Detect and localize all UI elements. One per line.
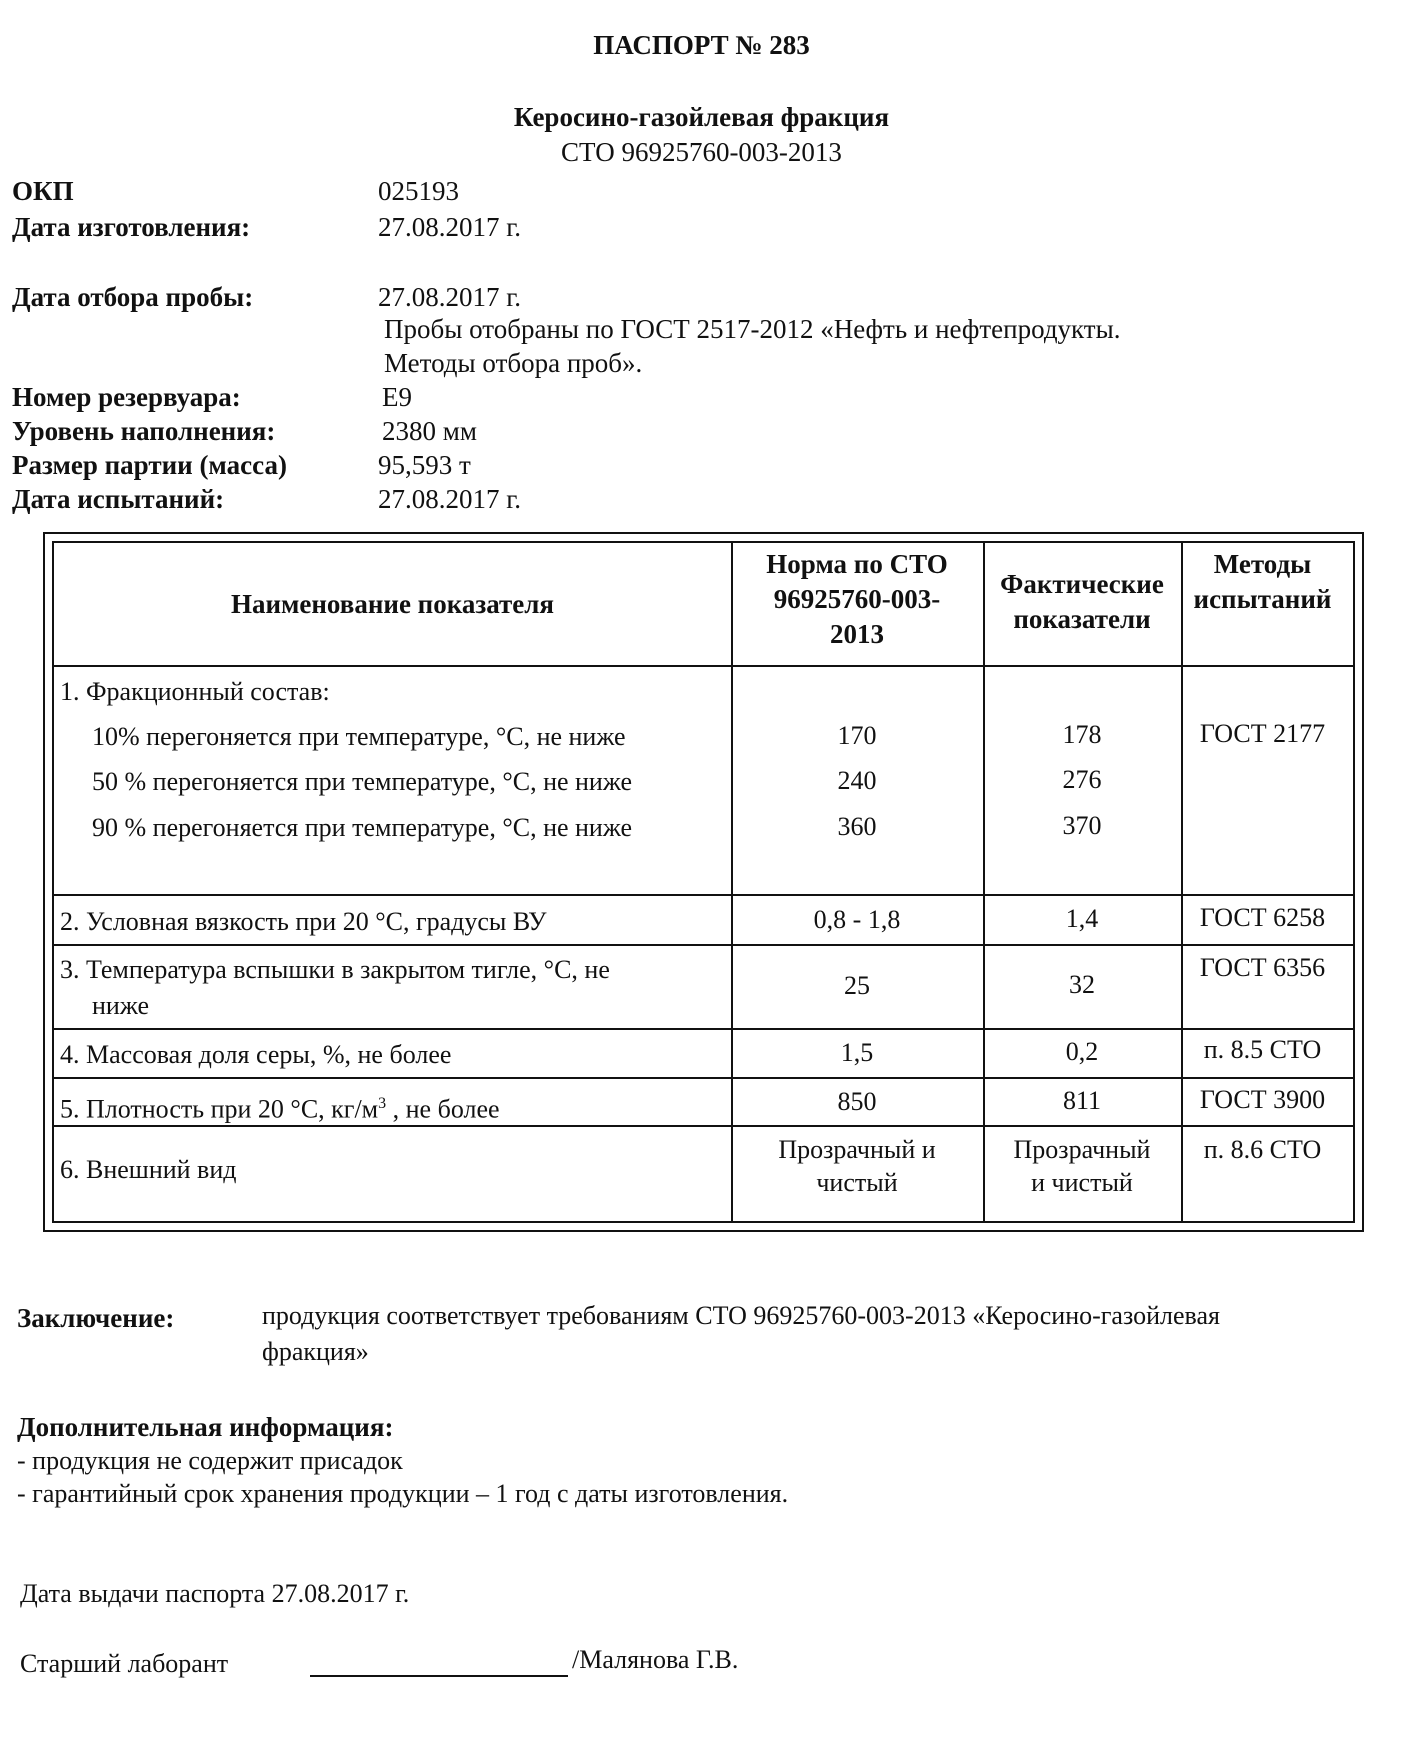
row5-name-prefix: 5. Плотность при 20 °С, кг/м — [60, 1094, 379, 1124]
row1-sub-actual: 178 — [1062, 720, 1102, 749]
okp-label: ОКП — [12, 176, 74, 206]
row6-norm — [731, 1133, 983, 1199]
row3-norm: 25 — [844, 971, 870, 1000]
sample-note-line1: Пробы отобраны по ГОСТ 2517-2012 «Нефть и нефтепродукты. — [384, 314, 1121, 344]
row2-name: 2. Условная вязкость при 20 °С, градусы ВУ — [60, 907, 547, 936]
row-divider — [54, 1077, 1353, 1079]
row1-sub-norm: 360 — [837, 812, 877, 841]
row3-name-line2: ниже — [92, 991, 149, 1020]
row4-actual: 0,2 — [1065, 1037, 1099, 1066]
additional-info-item: - продукция не содержит присадок — [17, 1446, 403, 1475]
row1-sub-name: 10% перегоняется при температуре, °С, не ниже — [92, 722, 626, 751]
conclusion-text-line1: продукция соответствует требованиям СТО 96925760-003-2013 «Керосино-газойлевая — [262, 1301, 1220, 1330]
header-norm-line: 96925760-003- — [773, 584, 941, 614]
row4-norm: 1,5 — [840, 1038, 874, 1067]
row-divider — [54, 944, 1353, 946]
header-method — [1181, 547, 1344, 617]
row4-name: 4. Массовая доля серы, %, не более — [60, 1040, 452, 1069]
header-norm — [731, 547, 983, 652]
row3-name-line1: 3. Температура вспышки в закрытом тигле, °С, не — [60, 955, 610, 984]
conclusion-text-line2: фракция» — [262, 1337, 369, 1366]
header-name: Наименование показателя — [230, 589, 555, 619]
test-date-value: 27.08.2017 г. — [378, 484, 522, 514]
row1-title: 1. Фракционный состав: — [60, 677, 330, 706]
row5-method: ГОСТ 3900 — [1199, 1085, 1326, 1114]
conclusion-label: Заключение: — [17, 1303, 175, 1333]
row1-sub-norm: 170 — [837, 721, 877, 750]
fill-level-value: 2380 мм — [382, 416, 477, 446]
header-actual-line: Фактические — [1000, 569, 1164, 599]
row-divider — [54, 665, 1353, 667]
fill-level-label: Уровень наполнения: — [12, 416, 276, 446]
row1-method: ГОСТ 2177 — [1199, 719, 1326, 748]
column-divider — [983, 543, 985, 1221]
row6-method: п. 8.6 СТО — [1203, 1135, 1322, 1164]
manufacture-date-value: 27.08.2017 г. — [378, 212, 522, 242]
additional-info-label: Дополнительная информация: — [17, 1412, 394, 1442]
row6-actual-line: и чистый — [1031, 1168, 1133, 1197]
row6-actual-line: Прозрачный — [1013, 1135, 1151, 1164]
batch-value: 95,593 т — [378, 450, 471, 480]
row5-name — [60, 1087, 500, 1126]
row6-actual — [983, 1133, 1181, 1199]
additional-info-item: - гарантийный срок хранения продукции – 1 год с даты изготовления. — [17, 1479, 789, 1508]
okp-value: 025193 — [378, 176, 459, 206]
row2-method: ГОСТ 6258 — [1199, 903, 1326, 932]
document-title: ПАСПОРТ № 283 — [593, 30, 810, 60]
row1-sub-name: 90 % перегоняется при температуре, °С, не ниже — [92, 813, 633, 842]
tank-label: Номер резервуара: — [12, 382, 241, 412]
row3-method: ГОСТ 6356 — [1199, 953, 1326, 982]
results-table — [43, 532, 1364, 1232]
header-method-line: испытаний — [1193, 584, 1332, 614]
tank-value: Е9 — [382, 382, 412, 412]
results-table-inner — [52, 541, 1355, 1223]
row1-sub-name: 50 % перегоняется при температуре, °С, не ниже — [92, 767, 633, 796]
row6-norm-line: чистый — [816, 1168, 898, 1197]
sample-note-line2: Методы отбора проб». — [384, 348, 643, 378]
row3-actual: 32 — [1069, 970, 1095, 999]
header-method-line: Методы — [1213, 549, 1312, 579]
issue-date: Дата выдачи паспорта 27.08.2017 г. — [20, 1579, 410, 1608]
header-norm-line: 2013 — [830, 619, 884, 649]
row6-name: 6. Внешний вид — [60, 1155, 237, 1184]
row5-actual: 811 — [1062, 1086, 1102, 1115]
row5-name-sup: 3 — [378, 1095, 387, 1112]
batch-label: Размер партии (масса) — [12, 450, 287, 480]
test-date-label: Дата испытаний: — [12, 484, 225, 514]
signature-line — [310, 1675, 568, 1677]
signer-title: Старший лаборант — [20, 1649, 229, 1678]
row5-name-suffix: , не более — [386, 1094, 500, 1124]
column-divider — [1181, 543, 1183, 1221]
row2-norm: 0,8 - 1,8 — [813, 905, 901, 934]
row1-sub-actual: 370 — [1062, 811, 1102, 840]
row1-sub-norm: 240 — [837, 766, 877, 795]
row6-norm-line: Прозрачный и — [778, 1135, 936, 1164]
row4-method: п. 8.5 СТО — [1203, 1035, 1322, 1064]
product-name: Керосино-газойлевая фракция — [513, 102, 890, 132]
product-standard: СТО 96925760-003-2013 — [561, 137, 842, 167]
sample-date-value: 27.08.2017 г. — [378, 282, 522, 312]
header-actual-line: показатели — [1013, 604, 1151, 634]
row-divider — [54, 1028, 1353, 1030]
row1-sub-actual: 276 — [1062, 765, 1102, 794]
manufacture-date-label: Дата изготовления: — [12, 212, 251, 242]
row2-actual: 1,4 — [1065, 904, 1099, 933]
sample-date-label: Дата отбора пробы: — [12, 282, 254, 312]
row-divider — [54, 894, 1353, 896]
header-norm-line: Норма по СТО — [766, 549, 948, 579]
header-actual — [983, 567, 1181, 637]
row5-norm: 850 — [837, 1087, 877, 1116]
signer-name: /Малянова Г.В. — [572, 1645, 739, 1674]
